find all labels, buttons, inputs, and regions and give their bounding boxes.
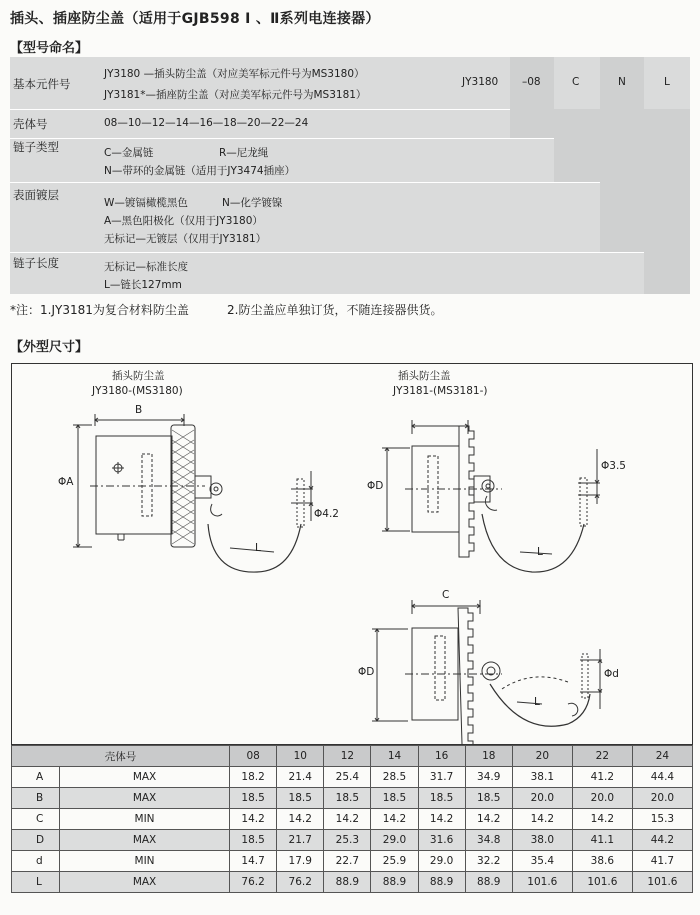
cell-value: 15.3 xyxy=(632,809,692,830)
cell-value: 25.4 xyxy=(324,767,371,788)
header-size: 16 xyxy=(418,746,465,767)
cell-type: MAX xyxy=(60,830,230,851)
text-chain-c: C—金属链 xyxy=(104,147,154,159)
example-chain: C xyxy=(572,76,580,88)
cell-value: 18.5 xyxy=(465,788,512,809)
cell-value: 101.6 xyxy=(572,872,632,893)
text-plating-w: W—镀镉橄榄黑色 xyxy=(104,197,188,209)
example-length: L xyxy=(664,76,670,88)
header-size: 20 xyxy=(512,746,572,767)
cell-value: 18.5 xyxy=(371,788,418,809)
text-jy3181: JY3181*—插座防尘盖（对应美军标元件号为MS3181） xyxy=(104,89,367,101)
cell-value: 41.1 xyxy=(572,830,632,851)
dim-b: B xyxy=(135,404,143,416)
table-header-row xyxy=(12,746,693,767)
cell-value: 41.7 xyxy=(632,851,692,872)
cell-value: 21.7 xyxy=(277,830,324,851)
cell-value: 18.5 xyxy=(277,788,324,809)
receptacle-cap-view2-drawing xyxy=(372,600,602,746)
naming-band-step5 xyxy=(644,109,690,294)
dim-phi-d-view2: ΦD xyxy=(358,666,375,678)
example-plating: N xyxy=(618,76,626,88)
cell-value: 14.2 xyxy=(371,809,418,830)
header-size: 18 xyxy=(465,746,512,767)
label-shell-size: 壳体号 xyxy=(13,117,48,131)
example-base: JY3180 xyxy=(462,76,499,88)
text-chain-r: R—尼龙绳 xyxy=(219,147,269,159)
outline-section-title: 【外型尺寸】 xyxy=(10,340,89,355)
outline-drawing xyxy=(12,364,694,746)
cell-value: 88.9 xyxy=(371,872,418,893)
cell-value: 31.7 xyxy=(418,767,465,788)
cell-value: 20.0 xyxy=(512,788,572,809)
cell-type: MIN xyxy=(60,809,230,830)
dim-phi-3-5: Φ3.5 xyxy=(601,460,626,472)
header-size: 22 xyxy=(572,746,632,767)
plug-knurl xyxy=(172,430,194,544)
cell-value: 25.9 xyxy=(371,851,418,872)
cell-value: 29.0 xyxy=(371,830,418,851)
cell-type: MAX xyxy=(60,872,230,893)
table-row xyxy=(12,851,693,872)
row-separator xyxy=(10,182,600,183)
dim-phi-small-d: Φd xyxy=(604,668,619,680)
naming-section-title: 【型号命名】 xyxy=(10,41,89,56)
page-title: 插头、插座防尘盖（适用于GJB598 Ⅰ 、Ⅱ系列电连接器） xyxy=(10,11,380,27)
plug-cap-model: JY3180-(MS3180) xyxy=(92,385,183,397)
cell-dim: A xyxy=(12,767,60,788)
cell-value: 18.5 xyxy=(230,788,277,809)
dim-phi-4-2: Φ4.2 xyxy=(314,508,339,520)
cell-value: 88.9 xyxy=(418,872,465,893)
cell-value: 14.2 xyxy=(418,809,465,830)
cell-value: 14.2 xyxy=(277,809,324,830)
example-shell: –08 xyxy=(522,76,541,88)
cell-dim: B xyxy=(12,788,60,809)
naming-band-step2 xyxy=(510,109,554,138)
cell-type: MIN xyxy=(60,851,230,872)
cell-value: 35.4 xyxy=(512,851,572,872)
cell-value: 14.2 xyxy=(512,809,572,830)
outline-drawing-frame xyxy=(11,363,693,745)
label-chain-type: 链子类型 xyxy=(13,140,59,154)
cell-value: 31.6 xyxy=(418,830,465,851)
dimension-table xyxy=(11,745,693,893)
cell-value: 32.2 xyxy=(465,851,512,872)
cell-value: 44.2 xyxy=(632,830,692,851)
cell-value: 34.9 xyxy=(465,767,512,788)
table-row xyxy=(12,767,693,788)
table-row xyxy=(12,872,693,893)
naming-band-step4 xyxy=(600,109,644,252)
header-shell-size: 壳体号 xyxy=(12,746,230,767)
cell-value: 20.0 xyxy=(572,788,632,809)
cell-value: 44.4 xyxy=(632,767,692,788)
cell-value: 38.0 xyxy=(512,830,572,851)
dim-l-view2: L xyxy=(534,696,540,708)
cell-value: 29.0 xyxy=(418,851,465,872)
label-chain-length: 链子长度 xyxy=(13,256,59,270)
cell-value: 21.4 xyxy=(277,767,324,788)
cell-value: 22.7 xyxy=(324,851,371,872)
receptacle-cap-name: 插头防尘盖 xyxy=(398,370,451,382)
row-separator xyxy=(10,138,554,139)
table-row xyxy=(12,809,693,830)
cell-dim: D xyxy=(12,830,60,851)
cell-value: 38.6 xyxy=(572,851,632,872)
text-jy3180: JY3180 —插头防尘盖（对应美军标元件号为MS3180） xyxy=(104,68,365,80)
note-text: *注：1.JY3181为复合材料防尘盖 2.防尘盖应单独订货，不随连接器供货。 xyxy=(10,303,443,317)
cell-value: 20.0 xyxy=(632,788,692,809)
naming-band-step3 xyxy=(554,109,600,182)
cell-value: 25.3 xyxy=(324,830,371,851)
text-length-standard: 无标记—标准长度 xyxy=(104,261,188,273)
header-size: 08 xyxy=(230,746,277,767)
text-plating-a: A—黑色阳极化（仅用于JY3180） xyxy=(104,215,263,227)
dim-l-plug: L xyxy=(255,542,261,554)
cell-value: 14.2 xyxy=(230,809,277,830)
cell-value: 76.2 xyxy=(277,872,324,893)
dim-l-receptacle: L xyxy=(537,546,543,558)
cell-value: 28.5 xyxy=(371,767,418,788)
cell-value: 18.5 xyxy=(230,830,277,851)
cell-value: 101.6 xyxy=(632,872,692,893)
cell-dim: L xyxy=(12,872,60,893)
cell-value: 88.9 xyxy=(465,872,512,893)
text-plating-n: N—化学镀镍 xyxy=(222,197,283,209)
cell-type: MAX xyxy=(60,788,230,809)
cell-value: 38.1 xyxy=(512,767,572,788)
label-basic-part: 基本元件号 xyxy=(13,77,71,91)
row-separator xyxy=(10,252,644,253)
cell-dim: C xyxy=(12,809,60,830)
header-size: 24 xyxy=(632,746,692,767)
cell-value: 14.2 xyxy=(324,809,371,830)
cell-value: 18.5 xyxy=(418,788,465,809)
text-length-l: L—链长127mm xyxy=(104,279,182,291)
text-plating-none: 无标记—无镀层（仅用于JY3181） xyxy=(104,233,267,245)
cell-value: 18.5 xyxy=(324,788,371,809)
text-chain-n: N—带环的金属链（适用于JY3474插座） xyxy=(104,165,296,177)
table-row xyxy=(12,788,693,809)
cell-value: 34.8 xyxy=(465,830,512,851)
cell-value: 88.9 xyxy=(324,872,371,893)
cell-value: 18.2 xyxy=(230,767,277,788)
dim-phi-a: ΦA xyxy=(58,476,74,488)
cell-value: 14.2 xyxy=(465,809,512,830)
dim-phi-d: ΦD xyxy=(367,480,384,492)
cell-value: 14.7 xyxy=(230,851,277,872)
cell-value: 17.9 xyxy=(277,851,324,872)
cell-value: 41.2 xyxy=(572,767,632,788)
plug-cap-name: 插头防尘盖 xyxy=(112,370,165,382)
row-separator xyxy=(10,109,510,110)
naming-band-row3 xyxy=(10,138,600,182)
cell-value: 101.6 xyxy=(512,872,572,893)
text-shell-sizes: 08—10—12—14—16—18—20—22—24 xyxy=(104,117,309,129)
header-size: 10 xyxy=(277,746,324,767)
cell-type: MAX xyxy=(60,767,230,788)
cell-value: 14.2 xyxy=(572,809,632,830)
header-size: 14 xyxy=(371,746,418,767)
cell-dim: d xyxy=(12,851,60,872)
cell-value: 76.2 xyxy=(230,872,277,893)
receptacle-cap-model: JY3181-(MS3181-) xyxy=(393,385,488,397)
receptacle-cap-drawing xyxy=(382,420,600,572)
header-size: 12 xyxy=(324,746,371,767)
label-plating: 表面镀层 xyxy=(13,188,59,202)
dim-c: C xyxy=(442,589,450,601)
table-row xyxy=(12,830,693,851)
